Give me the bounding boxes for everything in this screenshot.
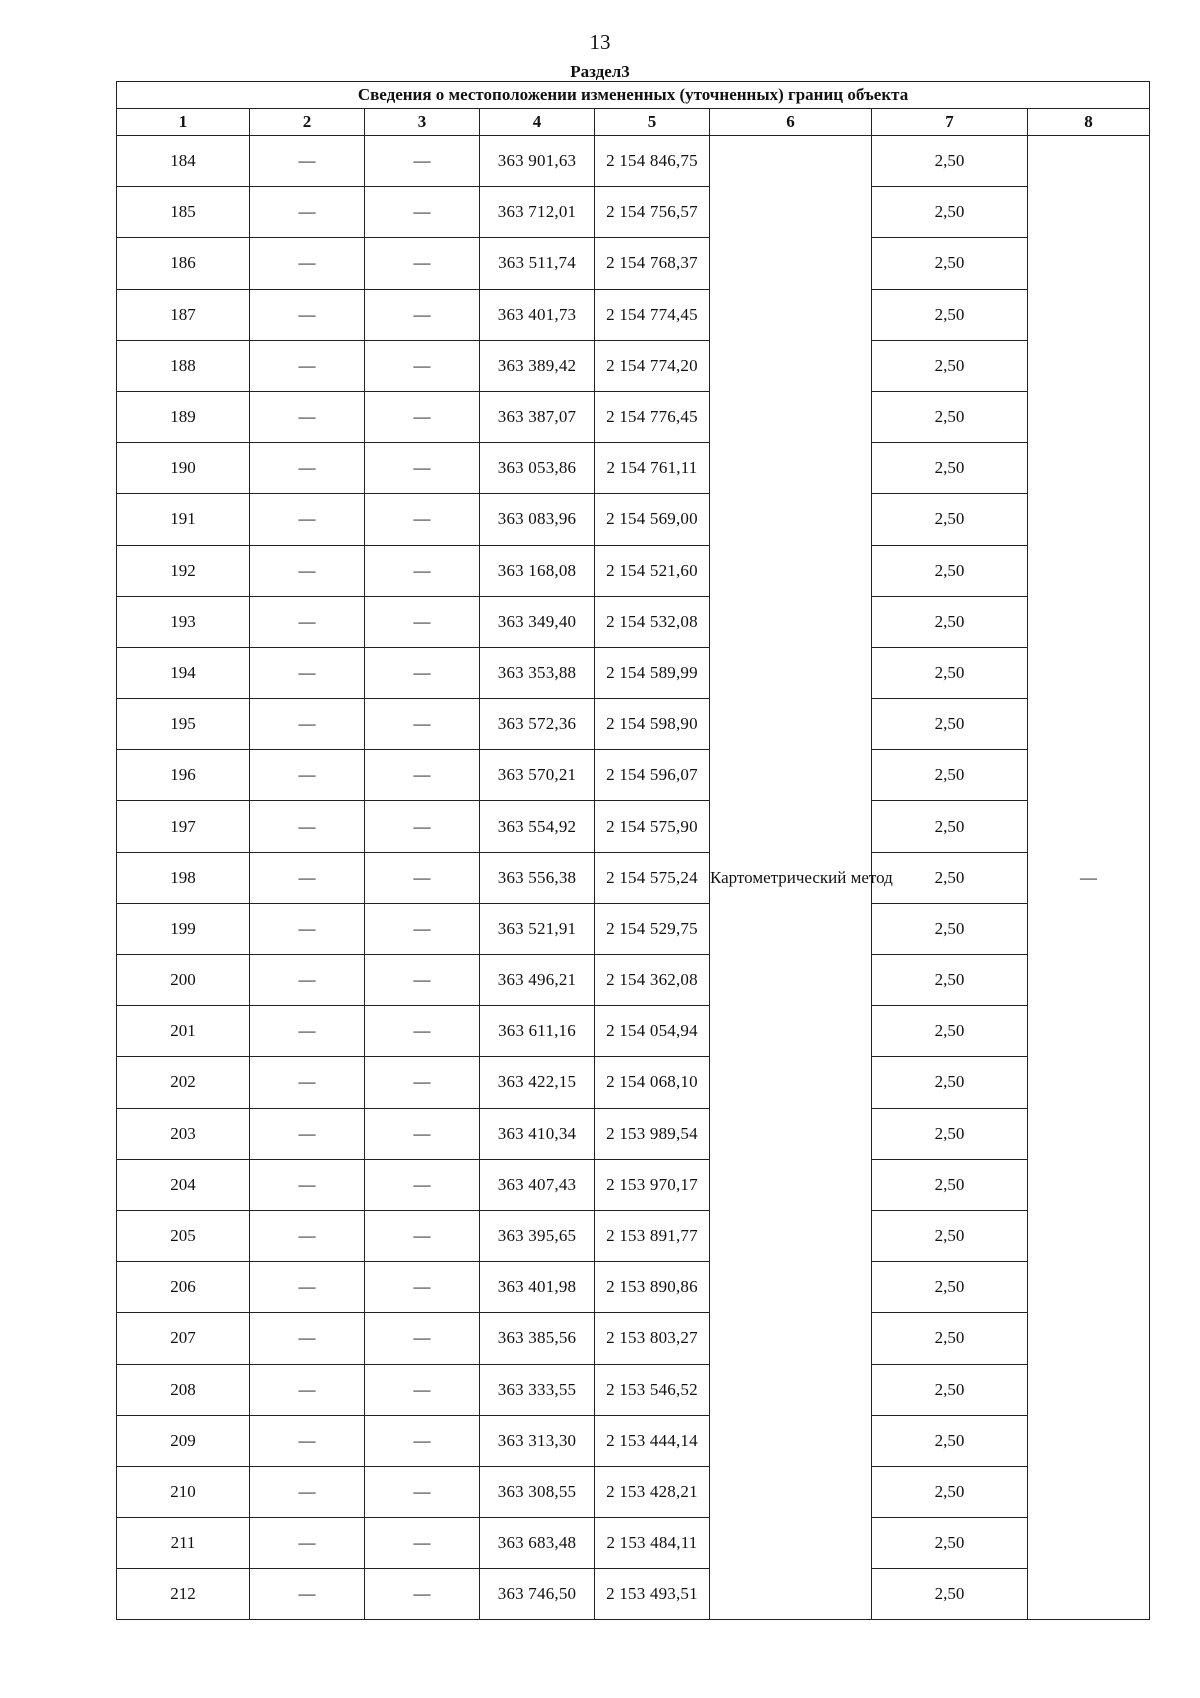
col3-cell: —	[365, 1313, 480, 1364]
coordinate-y-cell: 2 153 970,17	[595, 1159, 710, 1210]
accuracy-cell: 2,50	[872, 136, 1028, 187]
col3-cell: —	[365, 545, 480, 596]
col3-cell: —	[365, 187, 480, 238]
table-row	[117, 136, 1150, 187]
point-number-cell: 194	[117, 647, 250, 698]
col3-cell: —	[365, 852, 480, 903]
table-row	[117, 852, 1150, 903]
col2-cell: —	[250, 136, 365, 187]
table-caption: Сведения о местоположении измененных (уточненных) границ объекта	[117, 82, 1150, 109]
coordinate-y-cell: 2 153 989,54	[595, 1108, 710, 1159]
coordinate-x-cell: 363 168,08	[480, 545, 595, 596]
accuracy-cell: 2,50	[872, 545, 1028, 596]
coordinate-y-cell: 2 153 890,86	[595, 1262, 710, 1313]
accuracy-cell: 2,50	[872, 1262, 1028, 1313]
coordinate-x-cell: 363 313,30	[480, 1415, 595, 1466]
table-body	[117, 136, 1150, 1620]
col3-cell: —	[365, 1415, 480, 1466]
table-row	[117, 238, 1150, 289]
col2-cell: —	[250, 1057, 365, 1108]
coordinate-y-cell: 2 153 444,14	[595, 1415, 710, 1466]
accuracy-cell: 2,50	[872, 1108, 1028, 1159]
table-row	[117, 1210, 1150, 1261]
table-row	[117, 289, 1150, 340]
coordinate-x-cell: 363 308,55	[480, 1466, 595, 1517]
point-number-cell: 196	[117, 750, 250, 801]
accuracy-cell: 2,50	[872, 1057, 1028, 1108]
point-number-cell: 201	[117, 1006, 250, 1057]
coordinate-x-cell: 363 611,16	[480, 1006, 595, 1057]
col3-cell: —	[365, 494, 480, 545]
table-row	[117, 750, 1150, 801]
table-row	[117, 647, 1150, 698]
point-number-cell: 188	[117, 340, 250, 391]
table-row	[117, 1006, 1150, 1057]
col2-cell: —	[250, 1108, 365, 1159]
col2-cell: —	[250, 1210, 365, 1261]
coordinate-y-cell: 2 154 532,08	[595, 596, 710, 647]
coordinate-y-cell: 2 154 756,57	[595, 187, 710, 238]
col2-cell: —	[250, 1364, 365, 1415]
coordinate-y-cell: 2 154 068,10	[595, 1057, 710, 1108]
point-number-cell: 184	[117, 136, 250, 187]
coordinate-x-cell: 363 401,98	[480, 1262, 595, 1313]
accuracy-cell: 2,50	[872, 1210, 1028, 1261]
coordinate-x-cell: 363 389,42	[480, 340, 595, 391]
table-row	[117, 1057, 1150, 1108]
table-row	[117, 1466, 1150, 1517]
coordinate-x-cell: 363 511,74	[480, 238, 595, 289]
col3-cell: —	[365, 391, 480, 442]
point-number-cell: 187	[117, 289, 250, 340]
accuracy-cell: 2,50	[872, 289, 1028, 340]
coordinate-y-cell: 2 154 575,24	[595, 852, 710, 903]
col3-cell: —	[365, 955, 480, 1006]
coordinate-x-cell: 363 407,43	[480, 1159, 595, 1210]
table-row	[117, 443, 1150, 494]
accuracy-cell: 2,50	[872, 391, 1028, 442]
point-number-cell: 200	[117, 955, 250, 1006]
point-number-cell: 204	[117, 1159, 250, 1210]
coordinate-x-cell: 363 572,36	[480, 699, 595, 750]
table-row	[117, 494, 1150, 545]
col2-cell: —	[250, 1518, 365, 1569]
point-number-cell: 186	[117, 238, 250, 289]
col3-cell: —	[365, 1518, 480, 1569]
accuracy-cell: 2,50	[872, 494, 1028, 545]
col2-cell: —	[250, 1006, 365, 1057]
table-row	[117, 545, 1150, 596]
point-number-cell: 197	[117, 801, 250, 852]
coordinate-x-cell: 363 712,01	[480, 187, 595, 238]
coordinate-y-cell: 2 154 589,99	[595, 647, 710, 698]
col3-cell: —	[365, 289, 480, 340]
col3-cell: —	[365, 1466, 480, 1517]
point-number-cell: 193	[117, 596, 250, 647]
coordinate-y-cell: 2 153 428,21	[595, 1466, 710, 1517]
point-number-cell: 198	[117, 852, 250, 903]
coordinate-y-cell: 2 154 776,45	[595, 391, 710, 442]
col8-cell: —	[1028, 136, 1150, 1620]
table-row	[117, 1159, 1150, 1210]
point-number-cell: 210	[117, 1466, 250, 1517]
point-number-cell: 191	[117, 494, 250, 545]
coordinate-x-cell: 363 746,50	[480, 1569, 595, 1620]
col3-cell: —	[365, 340, 480, 391]
col2-cell: —	[250, 494, 365, 545]
col2-cell: —	[250, 852, 365, 903]
table-row	[117, 1569, 1150, 1620]
col2-cell: —	[250, 1262, 365, 1313]
accuracy-cell: 2,50	[872, 1159, 1028, 1210]
coordinate-x-cell: 363 349,40	[480, 596, 595, 647]
col2-cell: —	[250, 750, 365, 801]
point-number-cell: 192	[117, 545, 250, 596]
column-numbers-row	[117, 109, 1150, 136]
table-row	[117, 1364, 1150, 1415]
coordinate-x-cell: 363 401,73	[480, 289, 595, 340]
coordinate-y-cell: 2 154 774,45	[595, 289, 710, 340]
table-row	[117, 391, 1150, 442]
col3-cell: —	[365, 1364, 480, 1415]
table-row	[117, 955, 1150, 1006]
coordinate-y-cell: 2 154 598,90	[595, 699, 710, 750]
column-number-6: 6	[710, 109, 872, 136]
section-title: Раздел3	[570, 62, 630, 81]
coordinate-x-cell: 363 387,07	[480, 391, 595, 442]
table-row	[117, 1518, 1150, 1569]
accuracy-cell: 2,50	[872, 1364, 1028, 1415]
coordinate-y-cell: 2 153 546,52	[595, 1364, 710, 1415]
accuracy-cell: 2,50	[872, 1569, 1028, 1620]
col3-cell: —	[365, 596, 480, 647]
table-row	[117, 699, 1150, 750]
coordinate-x-cell: 363 556,38	[480, 852, 595, 903]
accuracy-cell: 2,50	[872, 750, 1028, 801]
col2-cell: —	[250, 1313, 365, 1364]
accuracy-cell: 2,50	[872, 187, 1028, 238]
col2-cell: —	[250, 1159, 365, 1210]
coordinate-y-cell: 2 154 774,20	[595, 340, 710, 391]
table-row	[117, 596, 1150, 647]
column-number-8: 8	[1028, 109, 1150, 136]
col2-cell: —	[250, 1569, 365, 1620]
table-row	[117, 1415, 1150, 1466]
col2-cell: —	[250, 545, 365, 596]
col2-cell: —	[250, 289, 365, 340]
col2-cell: —	[250, 443, 365, 494]
accuracy-cell: 2,50	[872, 801, 1028, 852]
coordinate-x-cell: 363 683,48	[480, 1518, 595, 1569]
accuracy-cell: 2,50	[872, 1313, 1028, 1364]
point-number-cell: 202	[117, 1057, 250, 1108]
col3-cell: —	[365, 750, 480, 801]
coordinate-y-cell: 2 154 575,90	[595, 801, 710, 852]
coordinate-y-cell: 2 154 596,07	[595, 750, 710, 801]
accuracy-cell: 2,50	[872, 852, 1028, 903]
col2-cell: —	[250, 391, 365, 442]
point-number-cell: 212	[117, 1569, 250, 1620]
table-row	[117, 1313, 1150, 1364]
accuracy-cell: 2,50	[872, 238, 1028, 289]
accuracy-cell: 2,50	[872, 903, 1028, 954]
coordinate-y-cell: 2 154 569,00	[595, 494, 710, 545]
coordinate-y-cell: 2 154 521,60	[595, 545, 710, 596]
col2-cell: —	[250, 1415, 365, 1466]
accuracy-cell: 2,50	[872, 443, 1028, 494]
col3-cell: —	[365, 1006, 480, 1057]
accuracy-cell: 2,50	[872, 699, 1028, 750]
col2-cell: —	[250, 340, 365, 391]
coordinate-x-cell: 363 496,21	[480, 955, 595, 1006]
table-row	[117, 187, 1150, 238]
col2-cell: —	[250, 238, 365, 289]
coordinate-x-cell: 363 385,56	[480, 1313, 595, 1364]
page-number: 13	[589, 30, 611, 54]
column-number-2: 2	[250, 109, 365, 136]
coordinate-y-cell: 2 154 529,75	[595, 903, 710, 954]
point-number-cell: 205	[117, 1210, 250, 1261]
point-number-cell: 189	[117, 391, 250, 442]
coordinate-x-cell: 363 410,34	[480, 1108, 595, 1159]
accuracy-cell: 2,50	[872, 340, 1028, 391]
coordinate-x-cell: 363 083,96	[480, 494, 595, 545]
coordinate-y-cell: 2 154 768,37	[595, 238, 710, 289]
table-row	[117, 340, 1150, 391]
column-number-7: 7	[872, 109, 1028, 136]
col3-cell: —	[365, 136, 480, 187]
col3-cell: —	[365, 1569, 480, 1620]
coordinate-x-cell: 363 570,21	[480, 750, 595, 801]
table-row	[117, 801, 1150, 852]
point-number-cell: 199	[117, 903, 250, 954]
point-number-cell: 211	[117, 1518, 250, 1569]
col3-cell: —	[365, 647, 480, 698]
point-number-cell: 207	[117, 1313, 250, 1364]
coordinate-y-cell: 2 154 054,94	[595, 1006, 710, 1057]
col2-cell: —	[250, 596, 365, 647]
point-number-cell: 190	[117, 443, 250, 494]
point-number-cell: 209	[117, 1415, 250, 1466]
col3-cell: —	[365, 1159, 480, 1210]
coordinate-x-cell: 363 521,91	[480, 903, 595, 954]
col3-cell: —	[365, 1108, 480, 1159]
col3-cell: —	[365, 1057, 480, 1108]
coordinate-y-cell: 2 154 362,08	[595, 955, 710, 1006]
coordinate-y-cell: 2 153 493,51	[595, 1569, 710, 1620]
col3-cell: —	[365, 903, 480, 954]
boundary-coordinates-table	[116, 81, 1150, 1620]
col3-cell: —	[365, 699, 480, 750]
point-number-cell: 185	[117, 187, 250, 238]
accuracy-cell: 2,50	[872, 596, 1028, 647]
column-number-4: 4	[480, 109, 595, 136]
col3-cell: —	[365, 443, 480, 494]
accuracy-cell: 2,50	[872, 1466, 1028, 1517]
column-number-1: 1	[117, 109, 250, 136]
col3-cell: —	[365, 1262, 480, 1313]
col2-cell: —	[250, 903, 365, 954]
col3-cell: —	[365, 238, 480, 289]
coordinate-x-cell: 363 053,86	[480, 443, 595, 494]
col2-cell: —	[250, 801, 365, 852]
coordinate-x-cell: 363 554,92	[480, 801, 595, 852]
table-row	[117, 1262, 1150, 1313]
table-row	[117, 903, 1150, 954]
col2-cell: —	[250, 955, 365, 1006]
col2-cell: —	[250, 647, 365, 698]
coordinate-y-cell: 2 154 761,11	[595, 443, 710, 494]
col2-cell: —	[250, 699, 365, 750]
point-number-cell: 208	[117, 1364, 250, 1415]
coordinate-y-cell: 2 154 846,75	[595, 136, 710, 187]
point-number-cell: 203	[117, 1108, 250, 1159]
coordinate-y-cell: 2 153 803,27	[595, 1313, 710, 1364]
column-number-3: 3	[365, 109, 480, 136]
point-number-cell: 195	[117, 699, 250, 750]
accuracy-cell: 2,50	[872, 1415, 1028, 1466]
accuracy-cell: 2,50	[872, 955, 1028, 1006]
column-number-5: 5	[595, 109, 710, 136]
coordinate-y-cell: 2 153 891,77	[595, 1210, 710, 1261]
coordinate-x-cell: 363 333,55	[480, 1364, 595, 1415]
point-number-cell: 206	[117, 1262, 250, 1313]
method-cell: Картометрический метод	[710, 136, 872, 1620]
coordinate-x-cell: 363 901,63	[480, 136, 595, 187]
accuracy-cell: 2,50	[872, 1518, 1028, 1569]
col2-cell: —	[250, 187, 365, 238]
accuracy-cell: 2,50	[872, 1006, 1028, 1057]
col3-cell: —	[365, 801, 480, 852]
coordinate-x-cell: 363 422,15	[480, 1057, 595, 1108]
col2-cell: —	[250, 1466, 365, 1517]
coordinate-x-cell: 363 395,65	[480, 1210, 595, 1261]
table-row	[117, 1108, 1150, 1159]
col3-cell: —	[365, 1210, 480, 1261]
accuracy-cell: 2,50	[872, 647, 1028, 698]
coordinate-x-cell: 363 353,88	[480, 647, 595, 698]
coordinate-y-cell: 2 153 484,11	[595, 1518, 710, 1569]
